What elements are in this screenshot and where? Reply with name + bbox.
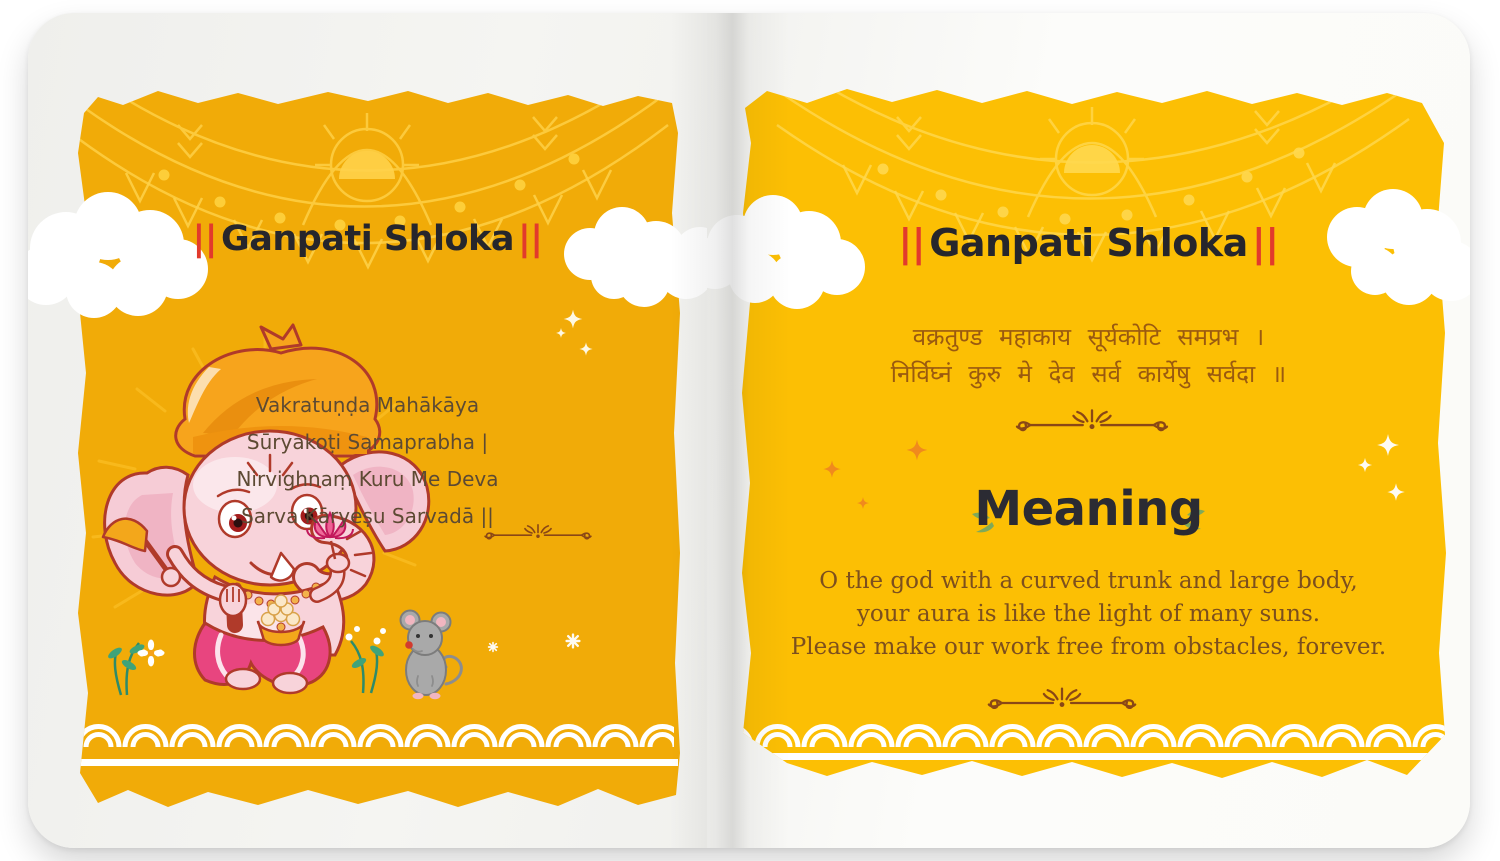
yellow-panel bbox=[742, 89, 1446, 778]
plant-left bbox=[106, 640, 164, 696]
shloka-line: Vakratuṇḍa Mahākāya bbox=[255, 393, 480, 417]
shloka-line: Sarva Kāryeṣu Sarvadā || bbox=[241, 504, 494, 528]
right-page-title bbox=[707, 221, 1470, 265]
meaning-text bbox=[707, 565, 1470, 664]
shloka-line: Nirvighnaṃ Kuru Me Deva bbox=[236, 467, 499, 491]
plant-right bbox=[346, 626, 387, 693]
meaning-heading: Meaning bbox=[974, 481, 1203, 537]
lace-border bbox=[733, 709, 1453, 760]
title-text: Ganpati Shloka bbox=[221, 219, 514, 259]
right-page bbox=[707, 13, 1470, 848]
meaning-line: your aura is like the light of many suns. bbox=[856, 601, 1321, 627]
devanagari-line: वक्रतुण्ड महाकाय सूर्यकोटि समप्रभ । bbox=[912, 323, 1265, 351]
title-text: Ganpati Shloka bbox=[929, 221, 1248, 265]
devanagari-line: निर्विघ्नं कुरु मे देव सर्व कार्येषु सर्वदा ॥ bbox=[890, 360, 1287, 388]
shloka-transliteration bbox=[28, 387, 707, 535]
open-board-book bbox=[28, 13, 1470, 848]
right-page-artwork bbox=[707, 13, 1470, 848]
mouse-illustration bbox=[388, 604, 468, 704]
danda-bars: || bbox=[192, 219, 218, 259]
shloka-devanagari bbox=[707, 319, 1470, 393]
danda-bars: || bbox=[1251, 221, 1279, 265]
meaning-line: O the god with a curved trunk and large body, bbox=[819, 568, 1358, 594]
meaning-line: Please make our work free from obstacles, forever. bbox=[790, 634, 1387, 660]
left-page bbox=[28, 13, 707, 848]
left-page-title bbox=[28, 219, 707, 259]
danda-bars: || bbox=[517, 219, 543, 259]
shloka-line: Sūryakoṭi Samaprabha | bbox=[246, 430, 489, 454]
danda-bars: || bbox=[898, 221, 926, 265]
